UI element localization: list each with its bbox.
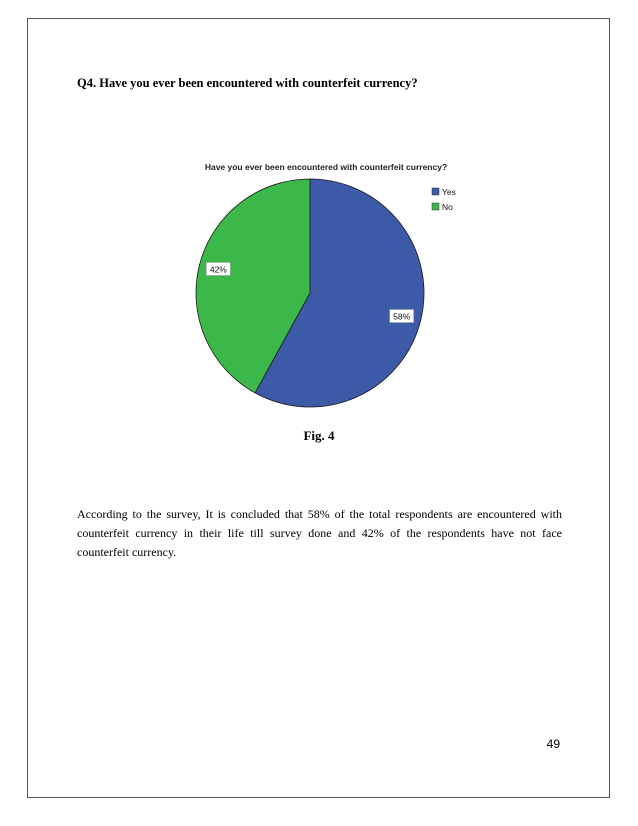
pie-chart-svg	[180, 150, 470, 420]
pie-chart	[180, 150, 470, 420]
figure-caption: Fig. 4	[303, 428, 335, 443]
pie-slices	[196, 179, 424, 407]
legend-label-no: No	[442, 202, 453, 212]
legend-swatch-yes	[432, 188, 439, 195]
page-number: 49	[546, 737, 560, 751]
legend-swatch-no	[432, 203, 439, 210]
body-paragraph: According to the survey, It is concluded that 58% of the total respondents are encountered with counterfeit currency in their life till survey done and 42% of the respondents have not face counterfeit currency.	[77, 507, 562, 559]
chart-title: Have you ever been encountered with counterfeit currency?	[204, 162, 448, 172]
chart-legend	[432, 187, 456, 212]
data-label-no: 42%	[209, 264, 227, 275]
legend-label-yes: Yes	[442, 187, 456, 197]
question-heading: Q4. Have you ever been encountered with counterfeit currency?	[77, 76, 418, 90]
data-label-yes: 58%	[393, 311, 411, 322]
